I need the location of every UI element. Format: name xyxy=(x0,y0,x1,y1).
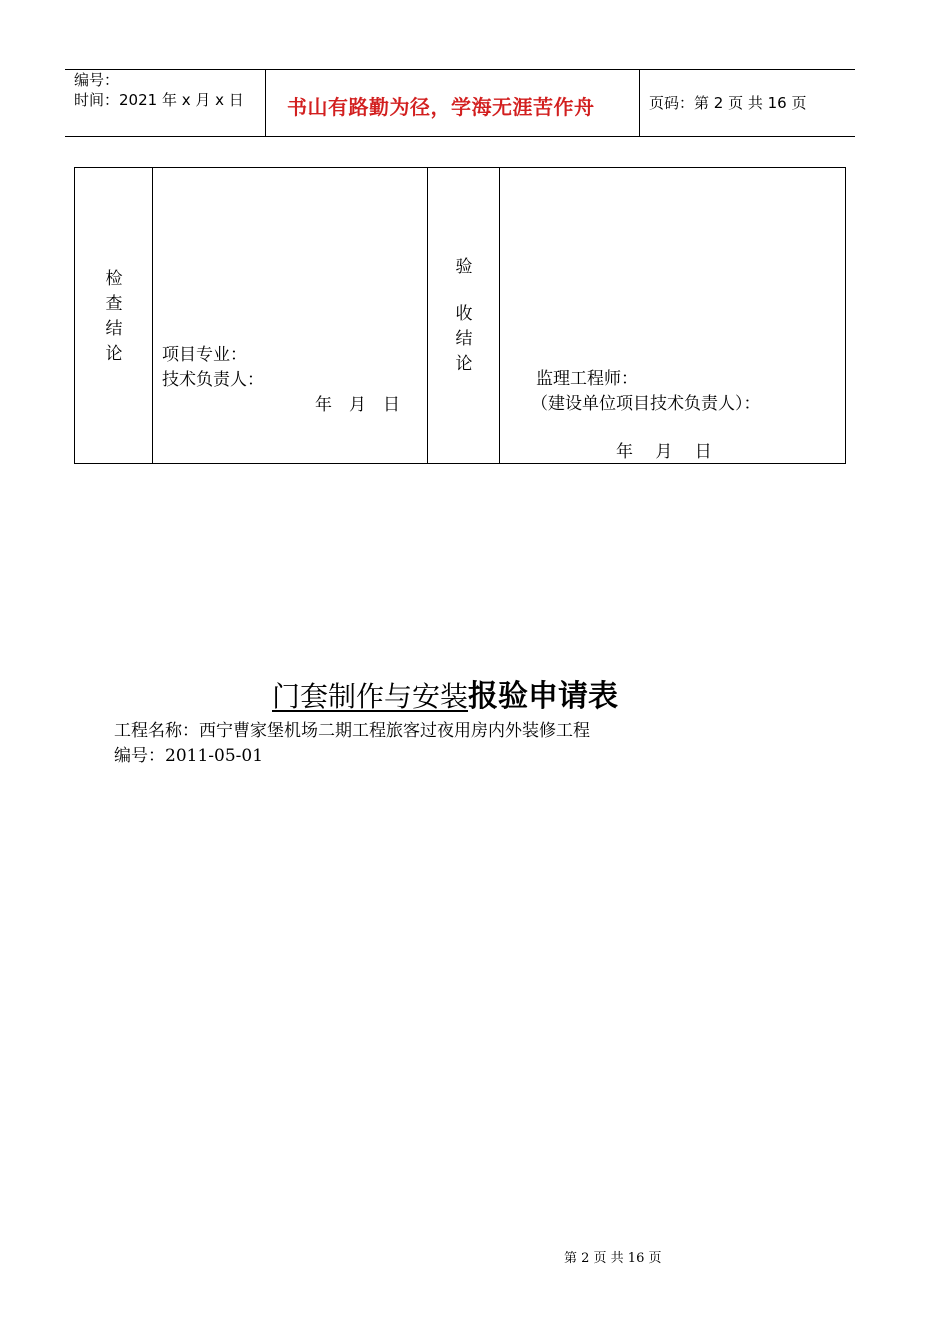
form-title-normal: 门套制作与安装 xyxy=(272,680,469,713)
date-left: 年 月 日 xyxy=(315,395,400,415)
header-divider-right xyxy=(639,69,640,136)
acceptance-label-rest: 收结论 xyxy=(455,304,473,374)
header-time-label: 时间：2021 年 x 月 x 日 xyxy=(74,91,244,109)
form-number: 编号：2011-05-01 xyxy=(114,746,264,766)
date-right: 年 月 日 xyxy=(616,442,712,462)
acceptance-label-top: 验 xyxy=(455,257,473,277)
check-conclusion-label: 检查结论 xyxy=(105,269,123,364)
conclusion-table xyxy=(74,167,846,464)
header-bottom-rule xyxy=(65,136,855,137)
form-title-bold: 报验申请表 xyxy=(468,679,619,714)
footer-page-number: 第 2 页 共 16 页 xyxy=(564,1251,662,1266)
project-name: 工程名称：西宁曹家堡机场二期工程旅客过夜用房内外装修工程 xyxy=(114,721,590,741)
header-motto: 书山有路勤为径，学海无涯苦作舟 xyxy=(287,95,595,119)
project-specialty-label: 项目专业： xyxy=(162,345,247,365)
table-divider-1 xyxy=(152,168,153,463)
header-number-label: 编号： xyxy=(74,71,120,89)
form-title xyxy=(272,671,618,715)
header-divider-left xyxy=(265,69,266,136)
header-page-label: 页码：第 2 页 共 16 页 xyxy=(649,94,807,112)
owner-lead-label: （建设单位项目技术负责人）： xyxy=(531,394,761,414)
header-top-rule xyxy=(65,69,855,70)
supervisor-label: 监理工程师： xyxy=(536,369,638,389)
table-divider-3 xyxy=(499,168,500,463)
table-divider-2 xyxy=(427,168,428,463)
tech-lead-label: 技术负责人： xyxy=(162,370,264,390)
